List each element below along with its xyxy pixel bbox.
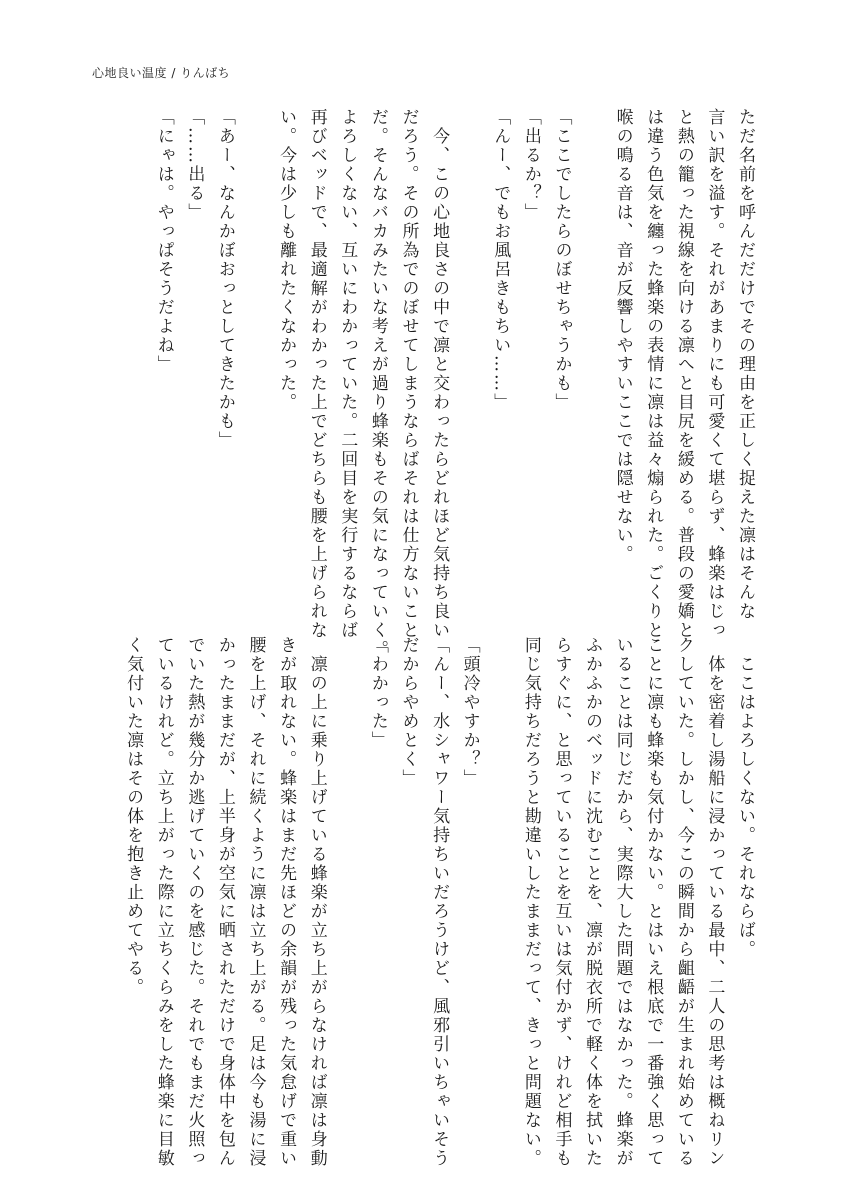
text-line: い。今は少しも離れたくなかった。: [276, 108, 297, 412]
body-text-bottom: [118, 636, 760, 1168]
text-line: 「ここでしたらのぼせちゃうかも」: [551, 108, 572, 412]
text-line: だろう。その所為でのぼせてしまうならばそれは仕方ないこと: [398, 108, 419, 640]
text-line: 体を密着し湯船に浸かっている最中、二人の思考は概ねリン: [704, 636, 725, 1168]
text-line: いることは同じだから、実際大した問題ではなかった。蜂楽が: [612, 636, 633, 1168]
text-line: 再びベッドで、最適解がわかった上でどちらも腰を上げられな: [306, 108, 327, 640]
text-line: 今、この心地良さの中で凛と交わったらどれほど気持ち良い: [429, 108, 450, 640]
text-line: らすぐに、と思っていることを互いは気付かず、けれど相手も: [551, 636, 572, 1168]
text-line: だからやめとく」: [398, 636, 419, 788]
body-text-top: [148, 108, 760, 659]
blank-line: [332, 636, 363, 1106]
blank-line: [485, 636, 516, 1106]
text-line: きが取れない。蜂楽はまだ先ほどの余韻が残った気怠げで重い: [276, 636, 297, 1168]
text-line: 「……出る」: [184, 108, 205, 222]
text-line: く気付いた凛はその体を抱き止めてやる。: [123, 636, 144, 997]
text-line: 「あー、なんかぼおっとしてきたかも」: [214, 108, 235, 450]
text-line: ているけれど。立ち上がった際に立ちくらみをした蜂楽に目敏: [153, 636, 174, 1168]
text-line: は違う色気を纏った蜂楽の表情に凛は益々煽られた。ごくりと: [643, 108, 664, 640]
text-line: 「頭冷やすか？」: [459, 636, 480, 788]
blank-line: [454, 108, 485, 578]
blank-line: [576, 108, 607, 578]
text-line: よろしくない、互いにわかっていた。二回目を実行するならば: [337, 108, 358, 640]
text-line: ふかふかのベッドに沈むことを、凛が脱衣所で軽く体を拭いた: [582, 636, 603, 1168]
text-line: ただ名前を呼んだだけでその理由を正しく捉えた凛はそんな: [735, 108, 755, 621]
text-line: かったままだが、上半身が空気に晒されただけで身体中を包ん: [214, 636, 235, 1168]
text-line: でいた熱が幾分か逃げていくのを感じた。それでもまだ火照っ: [184, 636, 205, 1168]
page-header-title: 心地良い温度 / りんばち: [92, 66, 231, 80]
text-line: と熱の籠った視線を向ける凛へと目尻を緩める。普段の愛嬌と: [673, 108, 694, 640]
text-line: 「わかった」: [367, 636, 388, 750]
text-line: 「んー、でもお風呂きもちい……」: [490, 108, 511, 412]
text-line: 「にゃは。やっぱそうだよね」: [153, 108, 174, 374]
text-line: 「んー、水シャワー気持ちいだろうけど、風邪引いちゃいそう: [429, 636, 450, 1168]
text-line: 凛の上に乗り上げている蜂楽が立ち上がらなければ凛は身動: [306, 636, 327, 1168]
text-line: ことに凛も蜂楽も気付かない。とはいえ根底で一番強く思って: [643, 636, 664, 1168]
text-line: 腰を上げ、それに続くように凛は立ち上がる。足は今も湯に浸: [245, 636, 266, 1168]
text-line: だ。そんなバカみたいな考えが過り蜂楽もその気になっていく。: [367, 108, 388, 659]
blank-line: [240, 108, 271, 578]
text-line: 喉の鳴る音は、音が反響しやすいここでは隠せない。: [612, 108, 633, 564]
text-line: クしていた。しかし、今この瞬間から齟齬が生まれ始めている: [673, 636, 694, 1168]
text-line: 言い訳を溢す。それがあまりにも可愛くて堪らず、蜂楽はじっ: [704, 108, 725, 640]
text-line: 「出るか？」: [520, 108, 541, 222]
text-line: ここはよろしくない。それならば。: [735, 636, 755, 959]
text-line: 同じ気持ちだろうと勘違いしたままだって、きっと問題ない。: [520, 636, 541, 1168]
